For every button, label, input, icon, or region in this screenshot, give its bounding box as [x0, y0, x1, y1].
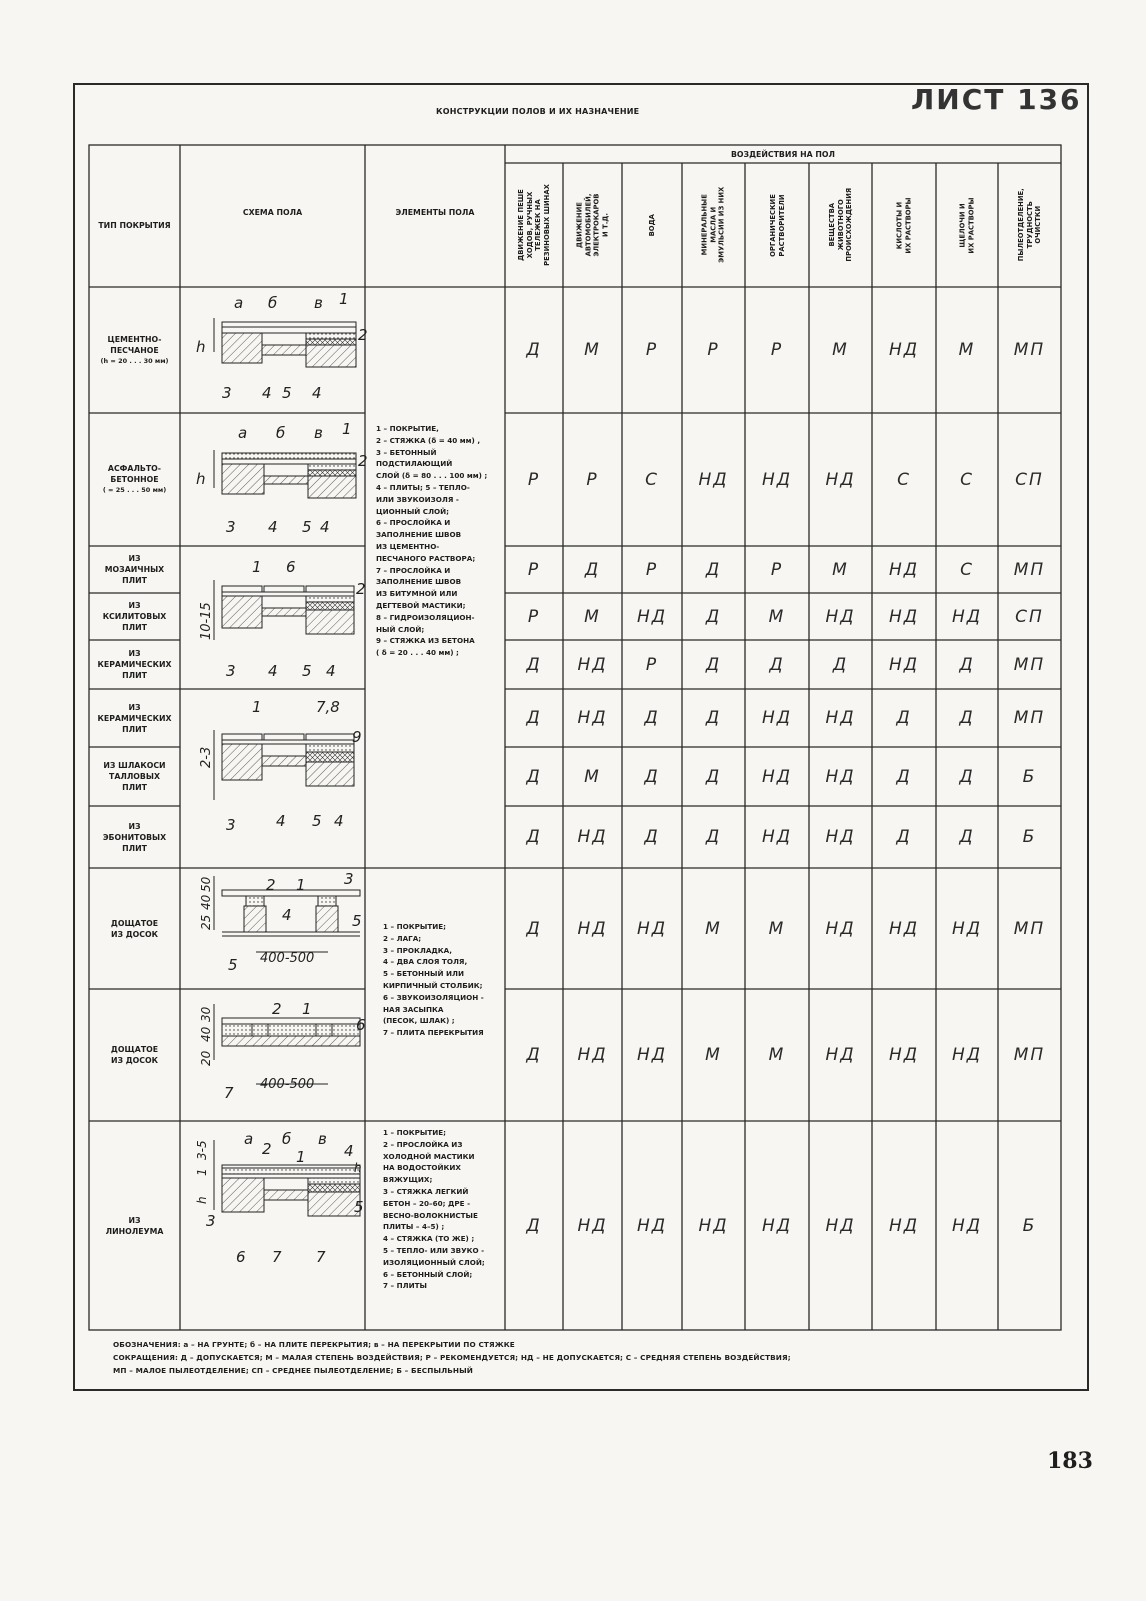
- s3-side-0: 10-15: [199, 602, 214, 640]
- value-r9-c7: НД: [951, 1045, 983, 1065]
- s4-bottom-3: 4: [334, 812, 344, 830]
- scheme-wood-plank-2: [214, 1004, 360, 1084]
- value-r5-c1: НД: [577, 708, 608, 728]
- col-header-effect-6: КИСЛОТЫ И ИХ РАСТВОРЫ: [895, 196, 912, 254]
- value-r1-c6: С: [897, 469, 911, 490]
- col-header-effect-2: ВОДА: [647, 213, 656, 237]
- value-r8-c1: НД: [577, 918, 608, 939]
- s4-side-0: 2-3: [199, 746, 214, 768]
- value-r2-c0: Р: [527, 559, 541, 580]
- value-r9-c3: М: [705, 1045, 722, 1065]
- value-r0-c3: Р: [707, 340, 720, 360]
- value-r7-c4: НД: [761, 827, 793, 847]
- s3-top-1: 6: [286, 558, 296, 576]
- s6-top-1: 1: [302, 1000, 312, 1018]
- value-r1-c8: СП: [1015, 469, 1044, 490]
- s6-bottom-0: 7: [224, 1084, 234, 1102]
- col-header-effects: ВОЗДЕЙСТВИЯ НА ПОЛ: [730, 149, 836, 159]
- s1-side-0: h: [196, 338, 206, 356]
- s7-top-0: а: [244, 1130, 254, 1148]
- value-r3-c5: НД: [825, 606, 856, 627]
- value-r3-c2: НД: [636, 606, 668, 627]
- value-r10-c3: НД: [698, 1215, 729, 1236]
- value-r2-c5: М: [832, 559, 849, 580]
- scheme-tiles: [214, 580, 354, 640]
- value-r2-c2: Р: [645, 559, 659, 580]
- col-header-elements: ЭЛЕМЕНТЫ ПОЛА: [395, 207, 475, 217]
- value-r8-c0: Д: [526, 918, 542, 939]
- col-header-effect-0: ДВИЖЕНИЕ ПЕШЕ ХОДОВ, РУЧНЫХ ТЕЛЕЖЕК НА РЕЗИНОВЫХ ШИНАХ: [517, 184, 551, 266]
- value-r7-c2: Д: [644, 827, 660, 847]
- page-number: 183: [1047, 1448, 1093, 1474]
- value-r5-c4: НД: [761, 708, 793, 728]
- col-header-effect-4: ОРГАНИЧЕСКИЕ РАСТВОРИТЕЛИ: [768, 193, 785, 257]
- value-r3-c0: Р: [527, 606, 541, 627]
- legend-abbreviations: СОКРАЩЕНИЯ: Д – ДОПУСКАЕТСЯ; М – МАЛАЯ СТЕПЕНЬ ВОЗДЕЙСТВИЯ; Р – РЕКОМЕНДУЕТСЯ; НД – НЕ ДОПУСКАЕТСЯ; С – СРЕДНЯЯ СТЕПЕНЬ ВОЗДЕЙСТВИЯ;: [113, 1353, 791, 1362]
- s6-bottom-1: 400-500: [260, 1077, 315, 1092]
- value-r5-c5: НД: [825, 708, 856, 728]
- s1-top-3: 1: [339, 290, 349, 308]
- s1-bottom-1: 4: [262, 384, 272, 402]
- value-r5-c3: Д: [705, 708, 722, 728]
- row-type-2: ИЗ МОЗАИЧНЫХ ПЛИТ: [104, 554, 165, 585]
- s2-top-3: 1: [342, 420, 352, 438]
- s7-right-0: 5: [354, 1198, 364, 1216]
- value-r8-c6: НД: [888, 918, 920, 939]
- s7-top-5: 4: [344, 1142, 354, 1160]
- value-r4-c5: Д: [832, 654, 849, 675]
- col-header-type: ТИП ПОКРЫТИЯ: [98, 220, 171, 230]
- s2-side-0: h: [196, 470, 206, 488]
- s7-bottom-1: 7: [272, 1248, 282, 1266]
- value-r9-c0: Д: [526, 1045, 542, 1065]
- value-r6-c7: Д: [959, 766, 975, 787]
- s7-top-4: 2: [262, 1140, 272, 1158]
- s5-side-0: 25: [199, 914, 213, 930]
- value-r7-c1: НД: [577, 827, 608, 847]
- row-type-3: ИЗ КСИЛИТОВЫХ ПЛИТ: [102, 601, 167, 632]
- value-r8-c7: НД: [951, 918, 983, 939]
- col-header-effect-7: ЩЕЛОЧИ И ИХ РАСТВОРЫ: [958, 196, 975, 254]
- value-r7-c6: Д: [896, 827, 912, 847]
- value-r7-c8: Б: [1022, 827, 1037, 847]
- value-r6-c5: НД: [825, 766, 856, 787]
- scheme-linoleum: [214, 1140, 360, 1216]
- value-r0-c7: М: [958, 340, 976, 360]
- row-type-4: ИЗ КЕРАМИЧЕСКИХ ПЛИТ: [97, 649, 172, 680]
- sheet-number: ЛИСТ 136: [911, 83, 1082, 116]
- value-r4-c7: Д: [959, 654, 975, 675]
- value-r1-c5: НД: [825, 469, 856, 490]
- value-r4-c0: Д: [526, 654, 542, 675]
- value-r6-c1: М: [584, 766, 601, 787]
- s5-top-2: 3: [344, 870, 354, 888]
- value-r6-c8: Б: [1022, 766, 1037, 787]
- s7-top-1: б: [282, 1130, 292, 1148]
- value-r0-c0: Д: [526, 340, 542, 360]
- s2-top-2: в: [314, 424, 323, 442]
- value-r0-c8: МП: [1013, 340, 1046, 360]
- value-r5-c8: МП: [1013, 708, 1046, 728]
- value-r2-c7: С: [960, 559, 974, 580]
- value-r6-c6: Д: [896, 766, 912, 787]
- value-r1-c2: С: [645, 469, 659, 490]
- col-header-effect-5: ВЕЩЕСТВА ЖИВОТНОГО ПРОИСХОЖДЕНИЯ: [827, 188, 853, 262]
- value-r10-c4: НД: [761, 1215, 793, 1236]
- s7-top-3: 1: [296, 1148, 306, 1166]
- value-r0-c1: М: [584, 340, 601, 360]
- value-r2-c1: Д: [584, 559, 601, 580]
- legend-designations: ОБОЗНАЧЕНИЯ: а – НА ГРУНТЕ; б – НА ПЛИТЕ ПЕРЕКРЫТИЯ; в – НА ПЕРЕКРЫТИИ ПО СТЯЖКЕ: [113, 1340, 515, 1349]
- value-r6-c3: Д: [705, 766, 722, 787]
- value-r10-c2: НД: [636, 1215, 668, 1236]
- value-r1-c7: С: [960, 469, 974, 490]
- value-r4-c8: МП: [1013, 654, 1046, 675]
- value-r10-c8: Б: [1022, 1215, 1037, 1236]
- s1-top-1: б: [268, 294, 278, 312]
- s7-top-2: в: [318, 1130, 327, 1148]
- value-r9-c8: МП: [1013, 1045, 1046, 1065]
- s6-side-0: 20: [199, 1050, 213, 1066]
- s7-bottom-2: 7: [316, 1248, 326, 1266]
- value-r8-c8: МП: [1013, 918, 1046, 939]
- scheme-cement-sand: [214, 318, 356, 367]
- value-r3-c4: М: [768, 606, 786, 627]
- value-r0-c5: М: [832, 340, 849, 360]
- s6-side-2: 30: [199, 1006, 213, 1022]
- value-r0-c2: Р: [645, 340, 659, 360]
- col-header-effect-1: ДВИЖЕНИЕ АВТОМОБИЛЕЙ, ЭЛЕКТРОКАРОВ И Т.Д.: [575, 193, 610, 257]
- value-r10-c6: НД: [888, 1215, 920, 1236]
- row-type-0: ЦЕМЕНТНО- ПЕСЧАНОЕ (h = 20 . . . 30 мм): [100, 334, 169, 365]
- s2-top-0: а: [238, 424, 248, 442]
- row-type-7: ИЗ ЭБОНИТОВЫХ ПЛИТ: [102, 821, 167, 853]
- value-r1-c1: Р: [586, 469, 599, 490]
- s6-top-0: 2: [272, 1000, 282, 1018]
- s6-right-0: 6: [356, 1016, 366, 1034]
- s5-side-1: 40: [199, 894, 213, 910]
- value-r5-c6: Д: [896, 708, 912, 728]
- scheme-asphalt: [214, 450, 356, 498]
- value-r7-c7: Д: [959, 827, 975, 847]
- row-type-8: ДОЩАТОЕ ИЗ ДОСОК: [110, 918, 159, 939]
- value-r9-c2: НД: [636, 1045, 668, 1065]
- value-r10-c5: НД: [825, 1215, 856, 1236]
- value-r7-c3: Д: [705, 827, 722, 847]
- s3-bottom-3: 4: [326, 662, 336, 680]
- s4-bottom-1: 4: [276, 812, 286, 830]
- s5-right-0: 5: [352, 912, 362, 930]
- value-r3-c7: НД: [951, 606, 983, 627]
- row-type-9: ДОЩАТОЕ ИЗ ДОСОК: [110, 1045, 159, 1065]
- value-r3-c6: НД: [888, 606, 920, 627]
- s4-bottom-0: 3: [226, 816, 236, 834]
- legend: [113, 1338, 791, 1377]
- value-r4-c4: Д: [769, 654, 785, 675]
- s4-top-0: 1: [252, 698, 262, 716]
- elements-group-1: 1 – ПОКРЫТИЕ, 2 – СТЯЖКА (δ = 40 мм) , 3 – БЕТОННЫЙ ПОДСТИЛАЮЩИЙ СЛОЙ (δ = 80 . . . 100 мм) ; 4 – ПЛИТЫ; 5 – ТЕПЛО- ИЛИ ЗВУКОИЗОЛЯ - ЦИОННЫЙ СЛОЙ; 6 – ПРОСЛОЙКА И ЗАПОЛНЕНИЕ ШВОВ ИЗ ЦЕМЕНТНО- ПЕСЧАНОГО РАСТВОРА; 7 – ПРОСЛОЙКА И ЗАПОЛНЕНИЕ ШВОВ ИЗ БИТУМНОЙ ИЛИ ДЕГТЕВОЙ МАСТИКИ; 8 – ГИДРОИЗОЛЯЦИОН- НЫЙ СЛОЙ; 9 – СТЯЖКА ИЗ БЕТОНА ( δ = 20 . . . 40 мм) ;: [376, 424, 488, 658]
- s2-right-0: 2: [358, 452, 368, 470]
- value-r8-c4: М: [768, 918, 786, 939]
- value-r4-c2: Р: [645, 654, 659, 675]
- s7-left-0: 3: [206, 1212, 216, 1230]
- s5-mid-0: 4: [282, 906, 292, 924]
- s1-top-2: в: [314, 294, 323, 312]
- s5-top-0: 2: [266, 876, 276, 894]
- s2-bottom-2: 5: [302, 518, 312, 536]
- s4-bottom-2: 5: [312, 812, 322, 830]
- s1-bottom-0: 3: [222, 384, 232, 402]
- col-header-effect-8: ПЫЛЕОТДЕЛЕНИЕ, ТРУДНОСТЬ ОЧИСТКИ: [1016, 188, 1042, 262]
- s2-bottom-1: 4: [268, 518, 278, 536]
- s3-top-0: 1: [252, 558, 262, 576]
- s7-side-2: 3-5: [195, 1140, 209, 1160]
- s1-bottom-2: 5: [282, 384, 292, 402]
- row-type-10: ИЗ ЛИНОЛЕУМА: [105, 1215, 164, 1236]
- s1-right-0: 2: [358, 326, 368, 344]
- s5-top-1: 1: [296, 876, 306, 894]
- s4-top-1: 7,8: [316, 698, 340, 716]
- value-r10-c7: НД: [951, 1215, 983, 1236]
- value-r10-c0: Д: [526, 1215, 542, 1236]
- elements-group-2: 1 – ПОКРЫТИЕ; 2 – ЛАГА; 3 – ПРОКЛАДКА, 4 – ДВА СЛОЯ ТОЛЯ, 5 – БЕТОННЫЙ ИЛИ КИРПИЧНЫЙ СТОЛБИК; 6 – ЗВУКОИЗОЛЯЦИОН - НАЯ ЗАСЫПКА (ПЕСОК, ШЛАК) ; 7 – ПЛИТА ПЕРЕКРЫТИЯ: [383, 922, 484, 1038]
- value-r5-c0: Д: [526, 708, 542, 728]
- s2-bottom-3: 4: [320, 518, 330, 536]
- value-r5-c2: Д: [644, 708, 660, 728]
- value-r7-c0: Д: [526, 827, 542, 847]
- value-r9-c4: М: [768, 1045, 786, 1065]
- s5-side-2: 50: [199, 876, 213, 892]
- s3-bottom-2: 5: [302, 662, 312, 680]
- value-r7-c5: НД: [825, 827, 856, 847]
- value-r3-c3: Д: [705, 606, 722, 627]
- s4-right-0: 9: [352, 728, 362, 746]
- row-type-6: ИЗ ШЛАКОСИ ТАЛЛОВЫХ ПЛИТ: [103, 761, 166, 792]
- value-r5-c7: Д: [959, 708, 975, 728]
- value-r8-c3: М: [705, 918, 722, 939]
- legend-dust: МП – МАЛОЕ ПЫЛЕОТДЕЛЕНИЕ; СП – СРЕДНЕЕ ПЫЛЕОТДЕЛЕНИЕ; Б – БЕСПЫЛЬНЫЙ: [113, 1366, 473, 1375]
- col-header-effect-3: МИНЕРАЛЬНЫЕ МАСЛА И ЭМУЛЬСИИ ИЗ НИХ: [700, 186, 726, 264]
- value-r2-c3: Д: [705, 559, 722, 580]
- value-r6-c0: Д: [526, 766, 542, 787]
- value-r0-c4: Р: [770, 340, 784, 360]
- value-r2-c8: МП: [1013, 559, 1046, 580]
- value-r0-c6: НД: [888, 340, 920, 360]
- s5-bottom-0: 5: [228, 956, 238, 974]
- value-r6-c2: Д: [644, 766, 660, 787]
- s7-side-0: h: [195, 1196, 209, 1204]
- s7-bottom-0: 6: [236, 1248, 246, 1266]
- elements-group-3: 1 – ПОКРЫТИЕ; 2 – ПРОСЛОЙКА ИЗ ХОЛОДНОЙ МАСТИКИ НА ВОДОСТОЙКИХ ВЯЖУЩИХ; 3 – СТЯЖКА ЛЕГКИЙ БЕТОН – 20–60; ДРЕ - ВЕСНО-ВОЛОКНИСТЫЕ ПЛИТЫ – 4–5) ; 4 – СТЯЖКА (ТО ЖЕ) ; 5 – ТЕПЛО- ИЛИ ЗВУКО - ИЗОЛЯЦИОННЫЙ СЛОЙ; 6 – БЕТОННЫЙ СЛОЙ; 7 – ПЛИТЫ: [383, 1128, 485, 1291]
- value-r1-c4: НД: [761, 469, 793, 490]
- s3-bottom-1: 4: [268, 662, 278, 680]
- s1-bottom-3: 4: [312, 384, 322, 402]
- value-r1-c3: НД: [698, 469, 729, 490]
- s1-top-0: а: [234, 294, 244, 312]
- value-r8-c5: НД: [825, 918, 856, 939]
- value-r4-c3: Д: [705, 654, 722, 675]
- row-type-1: АСФАЛЬТО- БЕТОННОЕ ( = 25 . . . 50 мм): [102, 464, 167, 494]
- value-r3-c8: СП: [1015, 606, 1044, 627]
- value-r3-c1: М: [584, 606, 601, 627]
- s2-top-1: б: [276, 424, 286, 442]
- value-r8-c2: НД: [636, 918, 668, 939]
- value-r9-c6: НД: [888, 1045, 920, 1065]
- value-r9-c1: НД: [577, 1045, 608, 1065]
- value-r4-c6: НД: [888, 654, 920, 675]
- scheme-tiles-mastic: [214, 730, 354, 800]
- s2-bottom-0: 3: [226, 518, 236, 536]
- value-r1-c0: Р: [527, 469, 541, 490]
- page-title: КОНСТРУКЦИИ ПОЛОВ И ИХ НАЗНАЧЕНИЕ: [436, 107, 640, 116]
- col-header-scheme: СХЕМА ПОЛА: [242, 207, 303, 217]
- value-r9-c5: НД: [825, 1045, 856, 1065]
- s5-bottom-1: 400-500: [260, 951, 315, 966]
- s6-side-1: 40: [199, 1026, 213, 1042]
- s3-right-0: 2: [356, 580, 366, 598]
- value-r10-c1: НД: [577, 1215, 608, 1236]
- value-r2-c4: Р: [770, 559, 784, 580]
- s3-bottom-0: 3: [226, 662, 236, 680]
- row-type-5: ИЗ КЕРАМИЧЕСКИХ ПЛИТ: [97, 702, 172, 734]
- s7-side-1: 1: [195, 1168, 209, 1176]
- value-r6-c4: НД: [761, 766, 793, 787]
- s7-side-3: h: [354, 1161, 362, 1175]
- value-r4-c1: НД: [577, 654, 608, 675]
- value-r2-c6: НД: [888, 559, 920, 580]
